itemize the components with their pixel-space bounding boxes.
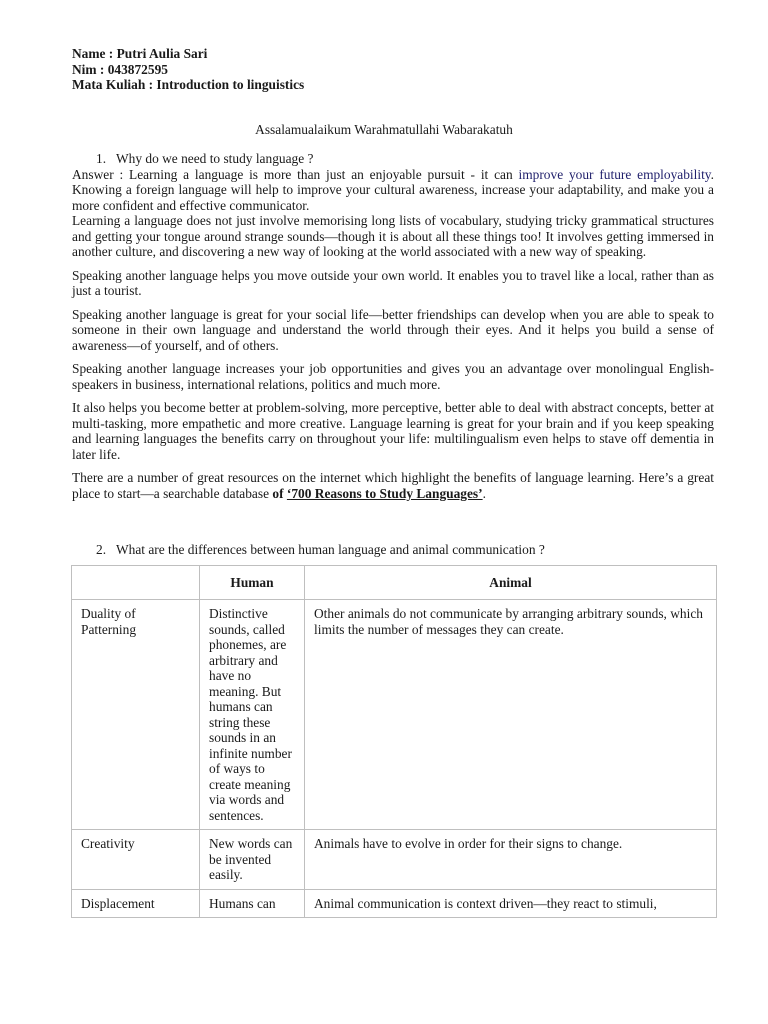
answer-text: Answer : Learning a language is more than just an enjoyable pursuit - it can [72, 166, 519, 182]
header-cell-empty [72, 566, 200, 600]
answer-text-end: . Knowing a foreign language will help to improve your cultural awareness, increase your adaptability, and make you a more confident and effective communicator. [72, 166, 714, 213]
question-number: 2. [96, 542, 107, 557]
table-header-row [72, 566, 717, 600]
question-text: Why do we need to study language ? [116, 151, 314, 166]
answer-paragraph-3: Speaking another language helps you move outside your own world. It enables you to travel like a local, rather than as just a tourist. [72, 267, 714, 298]
animal-cell: Animal communication is context driven—they react to stimuli, [305, 889, 717, 918]
student-name: Name : Putri Aulia Sari [72, 46, 208, 61]
question-number: 1. [96, 151, 107, 166]
table-row [72, 830, 717, 890]
answer-paragraph-4: Speaking another language is great for your social life—better friendships can develop when you are able to speak to someone in their own language and understand the world through their eyes. And it helps you build a sense of awareness—of yourself, and of others. [72, 306, 714, 353]
student-header [72, 46, 304, 93]
human-cell: New words can be invented easily. [200, 830, 305, 890]
question-1 [72, 151, 714, 167]
header-cell-animal: Animal [305, 566, 717, 600]
human-cell: Distinctive sounds, called phonemes, are arbitrary and have no meaning. But humans can string these sounds in an infinite number of ways to create meaning via words and sentences. [200, 600, 305, 830]
reasons-link[interactable]: ‘700 Reasons to Study Languages’ [286, 485, 483, 501]
comparison-table [71, 565, 717, 918]
greeting: Assalamualaikum Warahmatullahi Wabarakatuh [255, 122, 513, 137]
table-row [72, 889, 717, 918]
feature-cell: Displacement [72, 889, 200, 918]
header-cell-human: Human [200, 566, 305, 600]
question-text: What are the differences between human language and animal communication ? [116, 542, 545, 557]
answer-paragraph-5: Speaking another language increases your job opportunities and gives you an advantage over monolingual English-speakers in business, international relations, politics and much more. [72, 361, 714, 392]
human-cell: Humans can [200, 889, 305, 918]
question-1-section [72, 151, 714, 509]
answer-paragraph-1 [72, 167, 714, 214]
answer-highlight: improve your future employability [518, 166, 711, 182]
student-nim: Nim : 043872595 [72, 61, 168, 77]
feature-cell: Creativity [72, 830, 200, 890]
feature-cell: Duality of Patterning [72, 600, 200, 830]
paragraph-of: of [272, 485, 287, 501]
paragraph-end: . [482, 485, 486, 501]
course-name: Mata Kuliah : Introduction to linguistics [72, 77, 305, 92]
table-row [72, 600, 717, 830]
animal-cell: Other animals do not communicate by arranging arbitrary sounds, which limits the number of messages they can create. [305, 600, 717, 830]
answer-paragraph-7 [72, 470, 714, 501]
answer-paragraph-2: Learning a language does not just involve memorising long lists of vocabulary, studying tricky grammatical structures and getting your tongue around strange sounds—though it is about all these things too! It involves getting immersed in another culture, and discovering a new way of looking at the world associated with a new way of speaking. [72, 213, 714, 259]
paragraph-text: There are a number of great resources on the internet which highlight the benefits of language learning. Here’s a great place to start—a searchable database [72, 470, 714, 501]
answer-paragraph-6: It also helps you become better at problem-solving, more perceptive, better able to deal with abstract concepts, better at multi-tasking, more empathetic and more creative. Language learning is great for your brain and if you keep speaking and learning languages the benefits carry on throughout your life: multilingualism even helps to stave off dementia in later life. [72, 400, 714, 462]
question-2 [72, 542, 545, 558]
animal-cell: Animals have to evolve in order for their signs to change. [305, 830, 717, 890]
